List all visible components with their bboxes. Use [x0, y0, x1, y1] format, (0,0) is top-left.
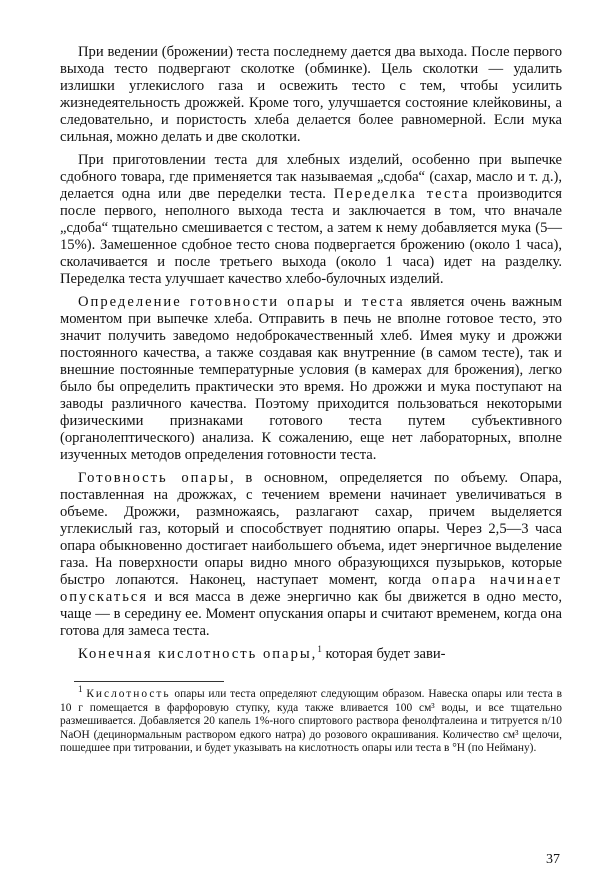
paragraph-2-text-b: производится после первого, неполного выхода теста и заключается в том, что вначале „сдоба“ тщательно смешивается с тестом, а затем к нему добавляется мука (5—15%). Замешенное сдобное тесто снова подвергается брожению (около 1 часа), сколачивается и после третьего выхода (около 1 часа) идет на разделку. Переделка теста улучшает качество хлебо-булочных изделий. [60, 186, 562, 287]
footnote-text: опары или теста определяют следующим образом. Навеска опары или теста в 10 г помещается в фарфоровую ступку, куда также вливается 100 см³ воды, и все тщательно размешивается. Добавляется 20 капель 1%-ного спиртового раствора фенолфталеина и титруется n/10 NaOH (децинормальным раствором едкого натра) до розового окрашивания. Количество см³ щелочи, пошедшее при титровании, и будет указывать на кислотность опары или теста в °Н (по Нейману). [60, 688, 562, 755]
term-konechnaya-kislotnost: Конечная кислотность опары, [78, 646, 318, 662]
main-text [60, 44, 562, 663]
paragraph-3 [60, 294, 562, 464]
term-pererdelka-testa: Переделка теста [333, 186, 470, 202]
paragraph-4 [60, 470, 562, 640]
term-opredelenie-gotovnosti: Определение готовности опары и теста [78, 294, 405, 310]
paragraph-2-text-a: При приготовлении теста для хлебных изделий, особенно при выпечке сдобного товара, где применяется так называемая „сдоба“ (сахар, масло и т. д.), делается одна или две переделки теста. [60, 152, 562, 202]
paragraph-5-text: которая будет зави- [321, 646, 446, 662]
term-opara-opuskaetsya: опара начинает опускаться [60, 572, 562, 605]
paragraph-3-text: является очень важным моментом при выпечке хлеба. Отправить в печь не вполне готовое тесто, это значит получить заведомо недоброкачественный хлеб. Имея муку и дрожжи постоянного качества, а также создавая как внутренние (в самом тесте), так и внешние постоянные температурные условия (в камерах для брожения), легко было бы определить практически это время. Но дрожжи и мука поступают на заводы различного качества. Поэтому приходится пользоваться некоторыми физическими признаками готового теста путем субъективного (органолептического) анализа. К сожалению, еще нет лабораторных, вполне изученных методов определения готовности теста. [60, 294, 562, 463]
paragraph-1 [60, 44, 562, 146]
paragraph-4-text-c: и вся масса в деже энергично как бы движется в одно место, чаще — в середину ее. Момент опускания опары и считают временем, когда она готова для замеса теста. [60, 589, 562, 639]
term-gotovnost-opary: Готовность опары [78, 470, 231, 486]
page-number: 37 [546, 852, 560, 867]
paragraph-1-text: При ведении (брожении) теста последнему дается два выхода. После первого выхода тесто подвергают сколотке (обминке). Цель сколотки — удалить излишки углекислого газа и освежить тесто с тем, чтобы усилить жизнедеятельность дрожжей. Кроме того, улучшается состояние клейковины, а следовательно, и пористость хлеба делается более равномерной. Если мука сильная, можно делать и две сколотки. [60, 44, 562, 145]
paragraph-4-text-b: , в основном, определяется по объему. Опара, поставленная на дрожжах, с течением времени начинает увеличиваться в объеме. Дрожжи, размножаясь, разлагают сахар, причем выделяется углекислый газ, который и способствует поднятию опары. Через 2,5—3 часа опара обыкновенно достигает наибольшего объема, идет энергичное выделение газа. На поверхности опары видно много образующихся пузырьков, которые быстро лопаются. Наконец, наступает момент, когда [60, 470, 563, 588]
paragraph-5 [60, 646, 562, 663]
footnote-divider [74, 681, 224, 682]
footnote [60, 684, 562, 756]
footnote-marker: 1 [78, 684, 83, 695]
paragraph-2 [60, 152, 562, 288]
footnote-reference[interactable]: 1 [317, 644, 322, 655]
footnote-term: Кислотность [86, 688, 171, 700]
